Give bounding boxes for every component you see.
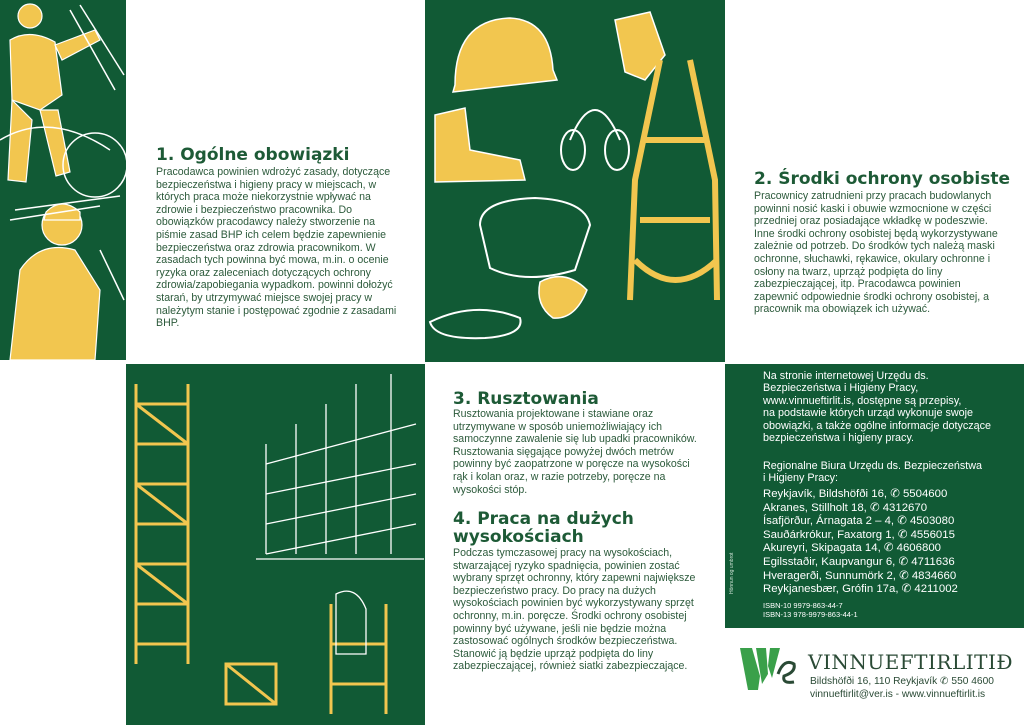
footer-contact: vinnueftirlit@ver.is - www.vinnueftirlit.is [810, 689, 986, 700]
section-2-title: 2. Środki ochrony osobiste [754, 169, 1011, 189]
section-1-text: Pracodawca powinien wdrożyć zasady, dotyczące bezpieczeństwa i higieny pracy w miejscach, w których praca może niekorzystnie wpływać na zdrowie i bezpieczeństwo pracownika. Do obowiązków pracodawcy należy stworzenie na piśmie zasad BHP ich celem będzie zapewnienie bezpieczeństwa oraz zdrowia pracownikom. W zasadach tych powinna być mowa, m.in. o ocenie ryzyka oraz zaleceniach dotyczących ochrony zdrowia/zapobiegania wypadkom. powinni dołożyć starań, by utrzymywać miejsce swojej pracy w należytym stanie i postępować zgodnie z zasadami BHP. [156, 166, 397, 330]
office-item: Reykjanesbær, Grófin 17a, ✆ 4211002 [763, 583, 958, 596]
isbn-10: ISBN-10 9979-863-44-7 [763, 601, 843, 610]
section-4-text: Podczas tymczasowej pracy na wysokościach, stwarzającej ryzyko spadnięcia, powinien zostać wybrany sprzęt ochronny, który zapewni największe bezpieczeństwo pracy. Do pracy na dużych wysokościach powinien być wykorzystywany sprzęt ochronny, m.in. poręcze. Środki ochrony osobistej powinny być używane, jeśli nie będzie można zastosować ogólnych środków bezpieczeństwa. Stanowić ją będzie uprząż podpięta do liny zabezpieczającej, również siatki zabezpieczające. [453, 547, 696, 673]
ppe-drawing [425, 0, 725, 362]
offices-heading-line: Regionalne Biura Urzędu ds. Bezpieczeństwa [763, 460, 983, 472]
section-4-title: 4. Praca na dużych wysokościach [453, 509, 634, 547]
offices-heading [763, 460, 982, 485]
section-3-text: Rusztowania projektowane i stawiane oraz utrzymywane w sposób uniemożliwiający ich samoczynne zawalenie się lub upadki pracowników. Rusztowania sięgające powyżej dwóch metrów powinny być zaopatrzone w poręcze na wysokości rąk i kolan oraz, w razie potrzeby, poręcze na wysokości stóp. [453, 408, 697, 496]
section-2-text: Pracownicy zatrudnieni przy pracach budowlanych powinni nosić kaski i obuwie wzmocnione w części przedniej oraz posiadające wkładkę w podeszwie. Inne środki ochrony osobistej będą wykorzystywane zależnie od potrzeb. Do środków tych należą maski ochronne, słuchawki, rękawice, okulary ochronne i osłony na twarz, uprząż podpięta do liny zabezpieczającej, itp. Pracodawca powinien zapewnić odpowiednie środki ochrony osobistej, a pracownik ma obowiązek ich używać. [754, 190, 998, 316]
section-1-title: 1. Ogólne obowiązki [156, 145, 350, 165]
illustration-ppe [425, 0, 725, 362]
info-intro-line: www.vinnueftirlit.is, dostępne są przepisy, [763, 394, 962, 407]
vinnueftirlit-logo-icon [738, 644, 798, 694]
isbn-13: ISBN-13 978-9979-863-44-1 [763, 610, 858, 619]
helmet-icon [453, 18, 557, 92]
info-intro-line: bezpieczeństwa i higieny pracy. [763, 432, 915, 445]
office-item: Sauðárkrókur, Faxatorg 1, ✆ 4556015 [763, 528, 955, 541]
office-item: Akranes, Stillholt 18, ✆ 4312670 [763, 501, 928, 514]
ear-defenders-icon [570, 110, 620, 140]
design-credit: Hönnun og umbrot [729, 552, 735, 594]
office-item: Reykjavík, Bildshöfði 16, ✆ 5504600 [763, 488, 948, 500]
info-intro-line: Na stronie internetowej Urzędu ds. [763, 370, 929, 382]
brand-name: VINNUEFTIRLITIÐ [808, 650, 1014, 674]
scaffolding-drawing [126, 364, 425, 725]
info-intro-line: Bezpieczeństwa i Higieny Pracy, [763, 382, 919, 395]
info-intro-line: na podstawie których urząd wykonuje swoje [763, 407, 974, 420]
mask-icon [539, 277, 587, 319]
info-intro [763, 370, 991, 444]
boot-icon [435, 108, 525, 182]
offices-list [763, 488, 958, 597]
illustration-workers [0, 0, 126, 360]
offices-heading-line: i Higieny Pracy: [763, 472, 839, 485]
face-shield-icon [480, 198, 590, 277]
harness-icon [630, 60, 717, 300]
illustration-scaffolding [126, 364, 425, 725]
workers-drawing [0, 0, 126, 360]
info-panel [725, 364, 1024, 628]
office-item: Akureyri, Skipagata 14, ✆ 4606800 [763, 542, 941, 555]
footer-address: Bildshöfði 16, 110 Reykjavík ✆ 550 4600 [810, 676, 994, 687]
office-item: Ísafjörður, Árnagata 2 – 4, ✆ 4503080 [763, 515, 955, 528]
office-item: Egilsstaðir, Kaupvangur 6, ✆ 4711636 [763, 555, 955, 568]
section-3-title: 3. Rusztowania [453, 389, 599, 409]
info-intro-line: obowiązki, a także ogólne informacje dotyczące [763, 419, 992, 432]
office-item: Hveragerði, Sunnumörk 2, ✆ 4834660 [763, 569, 957, 582]
goggles-icon [430, 310, 521, 338]
